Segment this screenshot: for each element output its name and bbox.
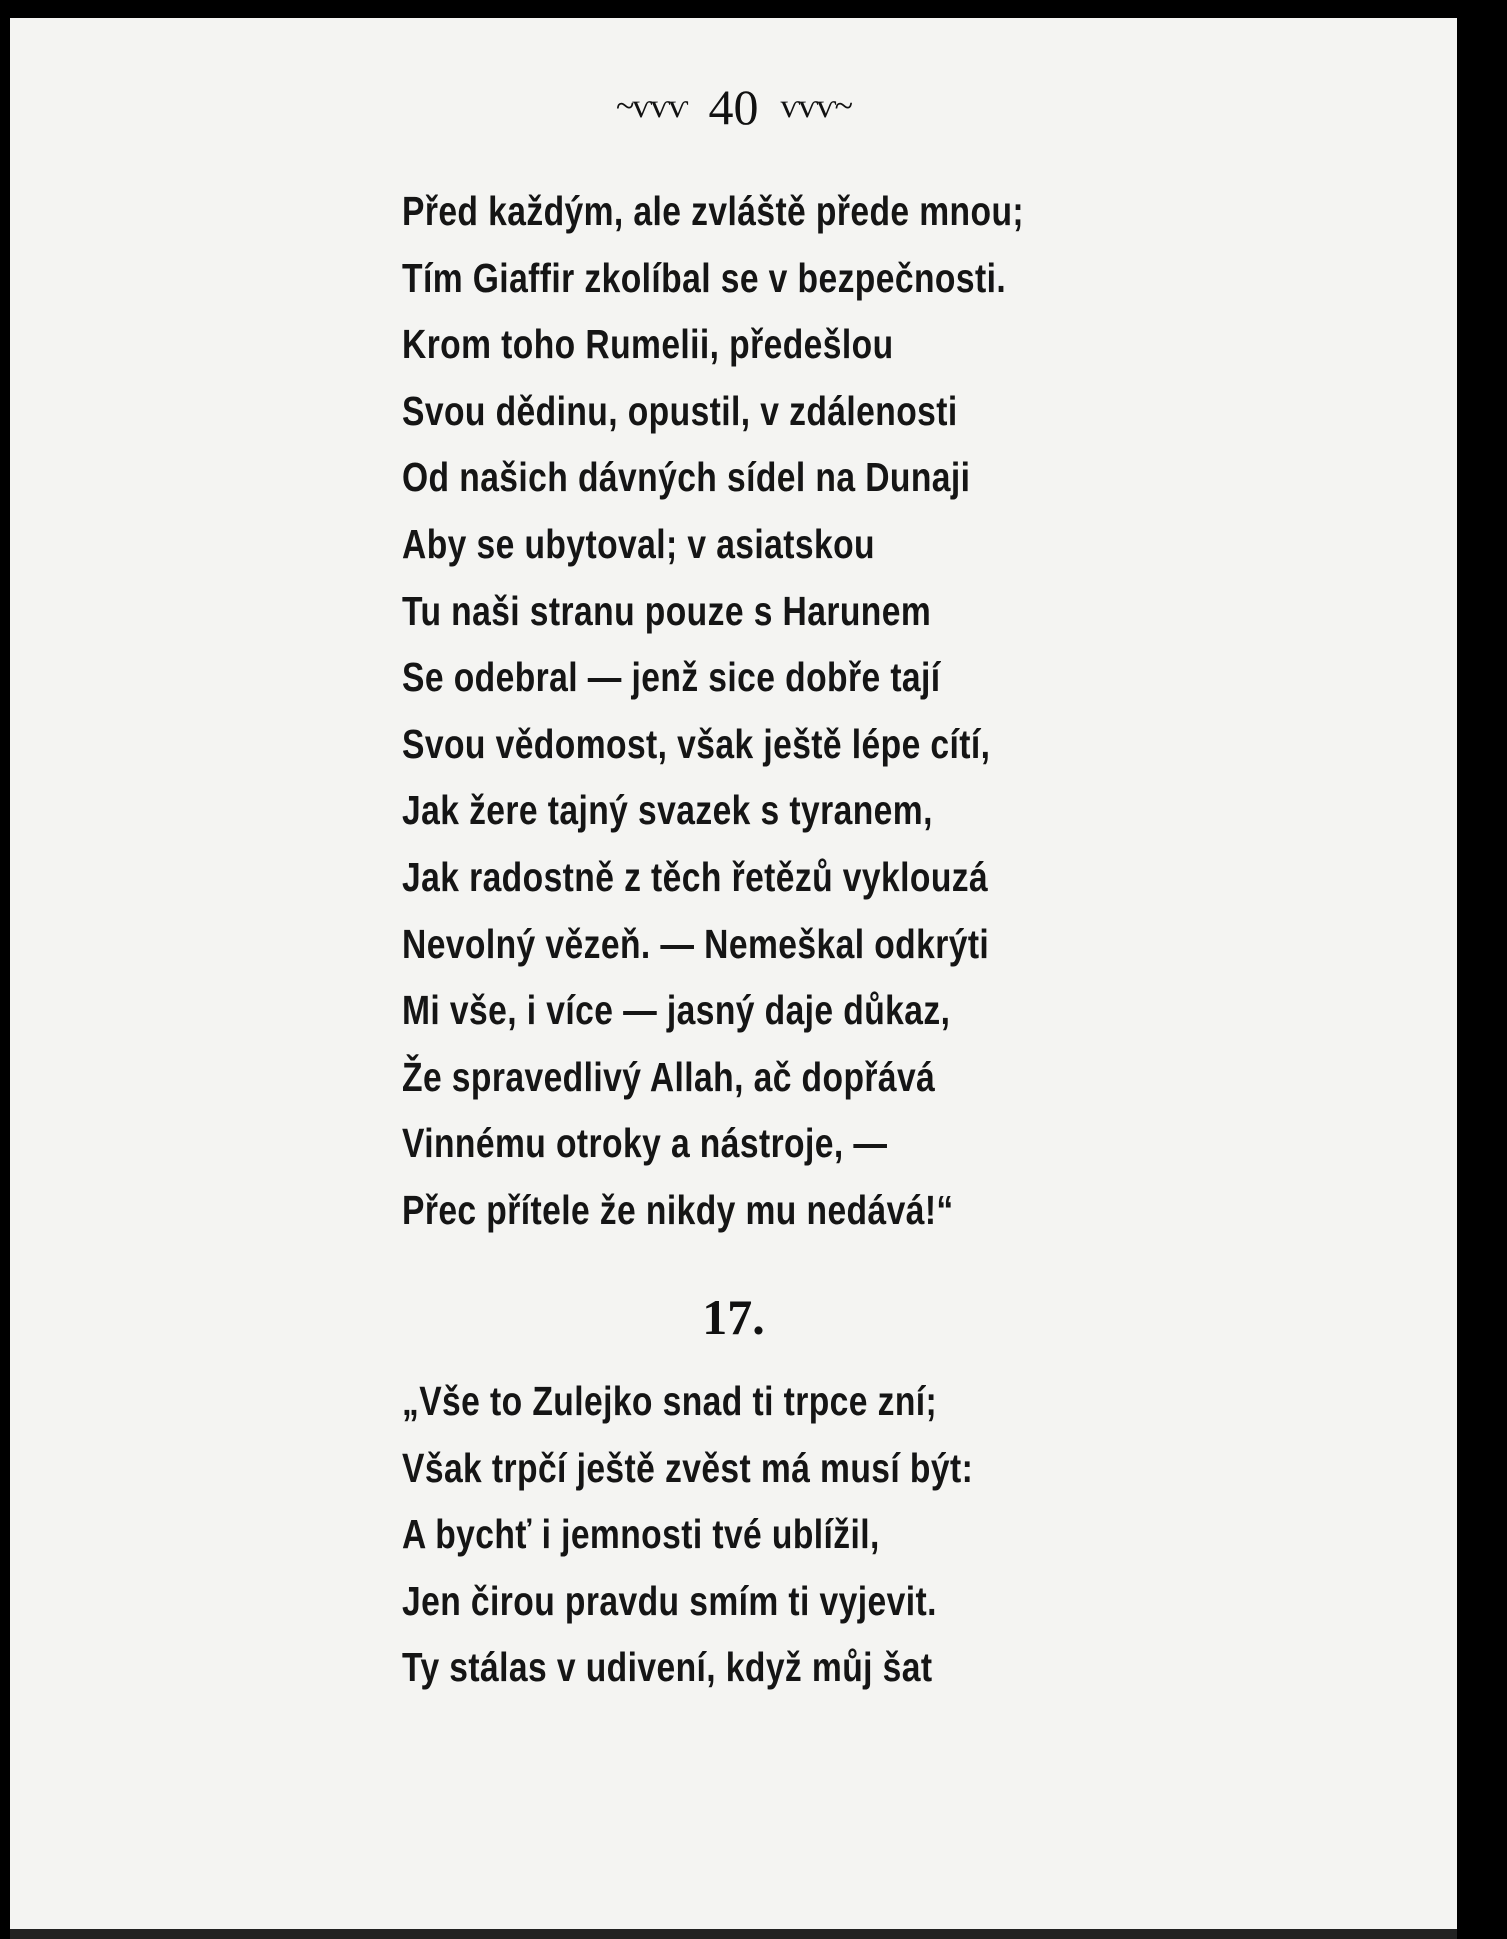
- verse-line: Mi vše, i více — jasný daje důkaz,: [402, 987, 951, 1034]
- verse-line: Svou vědomost, však ještě lépe cítí,: [402, 720, 991, 767]
- right-flourish: ѵѵѵ~: [780, 88, 851, 125]
- verse-line: Tím Giaffir zkolíbal se v bezpečnosti.: [402, 254, 1007, 301]
- verse-line: Jen čirou pravdu smím ti vyjevit.: [402, 1577, 937, 1624]
- page-header: [10, 78, 1457, 136]
- left-flourish: ~ѵѵѵ: [616, 88, 687, 125]
- verse-line: Svou dědinu, opustil, v zdálenosti: [402, 387, 958, 434]
- stanza-number: 17.: [702, 1289, 765, 1345]
- verse-line: Krom toho Rumelii, předešlou: [402, 321, 894, 368]
- verse-line: Tu naši stranu pouze s Harunem: [402, 587, 932, 634]
- verse-line: Nevolný vězeň. — Nemeškal odkrýti: [402, 920, 990, 967]
- verse-line: Od našich dávných sídel na Dunaji: [402, 454, 971, 501]
- verse-block-first: [402, 178, 1024, 1244]
- verse-line: Před každým, ale zvláště přede mnou;: [402, 188, 1025, 234]
- verse-line: Že spravedlivý Allah, ač dopřává: [402, 1053, 936, 1100]
- verse-block-second: [402, 1368, 973, 1701]
- page-number: 40: [708, 79, 759, 135]
- verse-line: Jak radostně z těch řetězů vyklouzá: [402, 853, 989, 900]
- verse-line: Ty stálas v udivení, když můj šat: [402, 1644, 933, 1691]
- verse-line: Vinnému otroky a nástroje, —: [402, 1120, 888, 1167]
- book-page: [10, 18, 1457, 1939]
- verse-line: Se odebral — jenž sice dobře tají: [402, 654, 941, 701]
- verse-line: Aby se ubytoval; v asiatskou: [402, 520, 875, 567]
- verse-line: Jak žere tajný svazek s tyranem,: [402, 787, 933, 834]
- verse-line: Přec přítele že nikdy mu nedává!“: [402, 1186, 954, 1233]
- verse-line: „Vše to Zulejko snad ti trpce zní;: [402, 1378, 938, 1424]
- verse-line: Však trpčí ještě zvěst má musí být:: [402, 1444, 974, 1491]
- verse-line: A bychť i jemnosti tvé ublížil,: [402, 1511, 880, 1558]
